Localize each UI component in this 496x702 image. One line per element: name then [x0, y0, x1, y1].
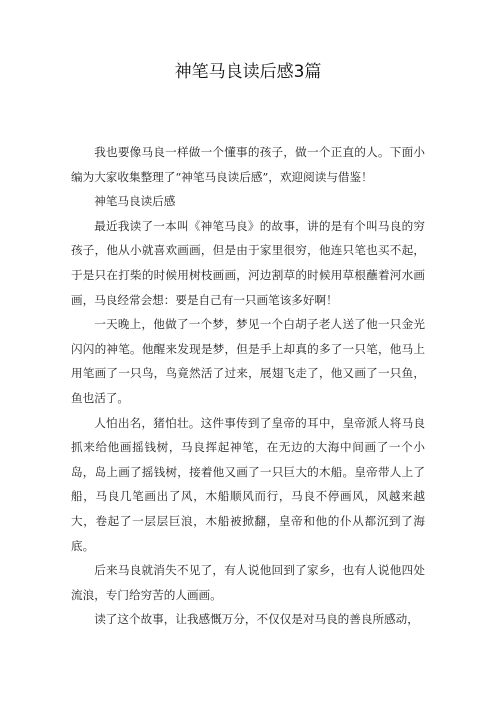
paragraph-intro: 我也要像马良一样做一个懂事的孩子，做一个正直的人。下面小编为大家收集整理了“神笔马良读后感”，欢迎阅读与借鉴！	[71, 145, 425, 184]
section-heading: 神笔马良读后感	[94, 194, 176, 209]
paragraph-emperor: 人怕出名，猪怕壮。这件事传到了皇帝的耳中，皇帝派人将马良抓来给他画摇钱树，马良挥起神笔，在无边的大海中间画了一个小岛，岛上画了摇钱树，接着他又画了一只巨大的木船。皇帝带人上了船，马良几笔画出了风，木船顺风而行，马良不停画风，风越来越大，卷起了一层层巨浪，木船被掀翻，皇帝和他的仆从都沉到了海底。	[71, 415, 425, 553]
paragraph-disappear: 后来马良就消失不见了，有人说他回到了家乡，也有人说他四处流浪，专门给穷苦的人画画。	[71, 563, 425, 602]
paragraph-reflection: 读了这个故事，让我感慨万分，不仅仅是对马良的善良所感动，	[94, 612, 419, 627]
document-body	[71, 140, 425, 632]
paragraph-dream: 一天晚上，他做了一个梦，梦见一个白胡子老人送了他一只金光闪闪的神笔。他醒来发现是梦，但是手上却真的多了一只笔，他马上用笔画了一只鸟，鸟竟然活了过来，展翅飞走了，他又画了一只鱼，鱼也活了。	[71, 317, 425, 405]
paragraph-story-start: 最近我读了一本叫《神笔马良》的故事，讲的是有个叫马良的穷孩子，他从小就喜欢画画，但是由于家里很穷，他连只笔也买不起，于是只在打柴的时候用树枝画画，河边割草的时候用草根蘸着河水画画，马良经常会想：要是自己有一只画笔该多好啊！	[71, 218, 425, 307]
document-title: 神笔马良读后感3篇	[174, 62, 322, 82]
